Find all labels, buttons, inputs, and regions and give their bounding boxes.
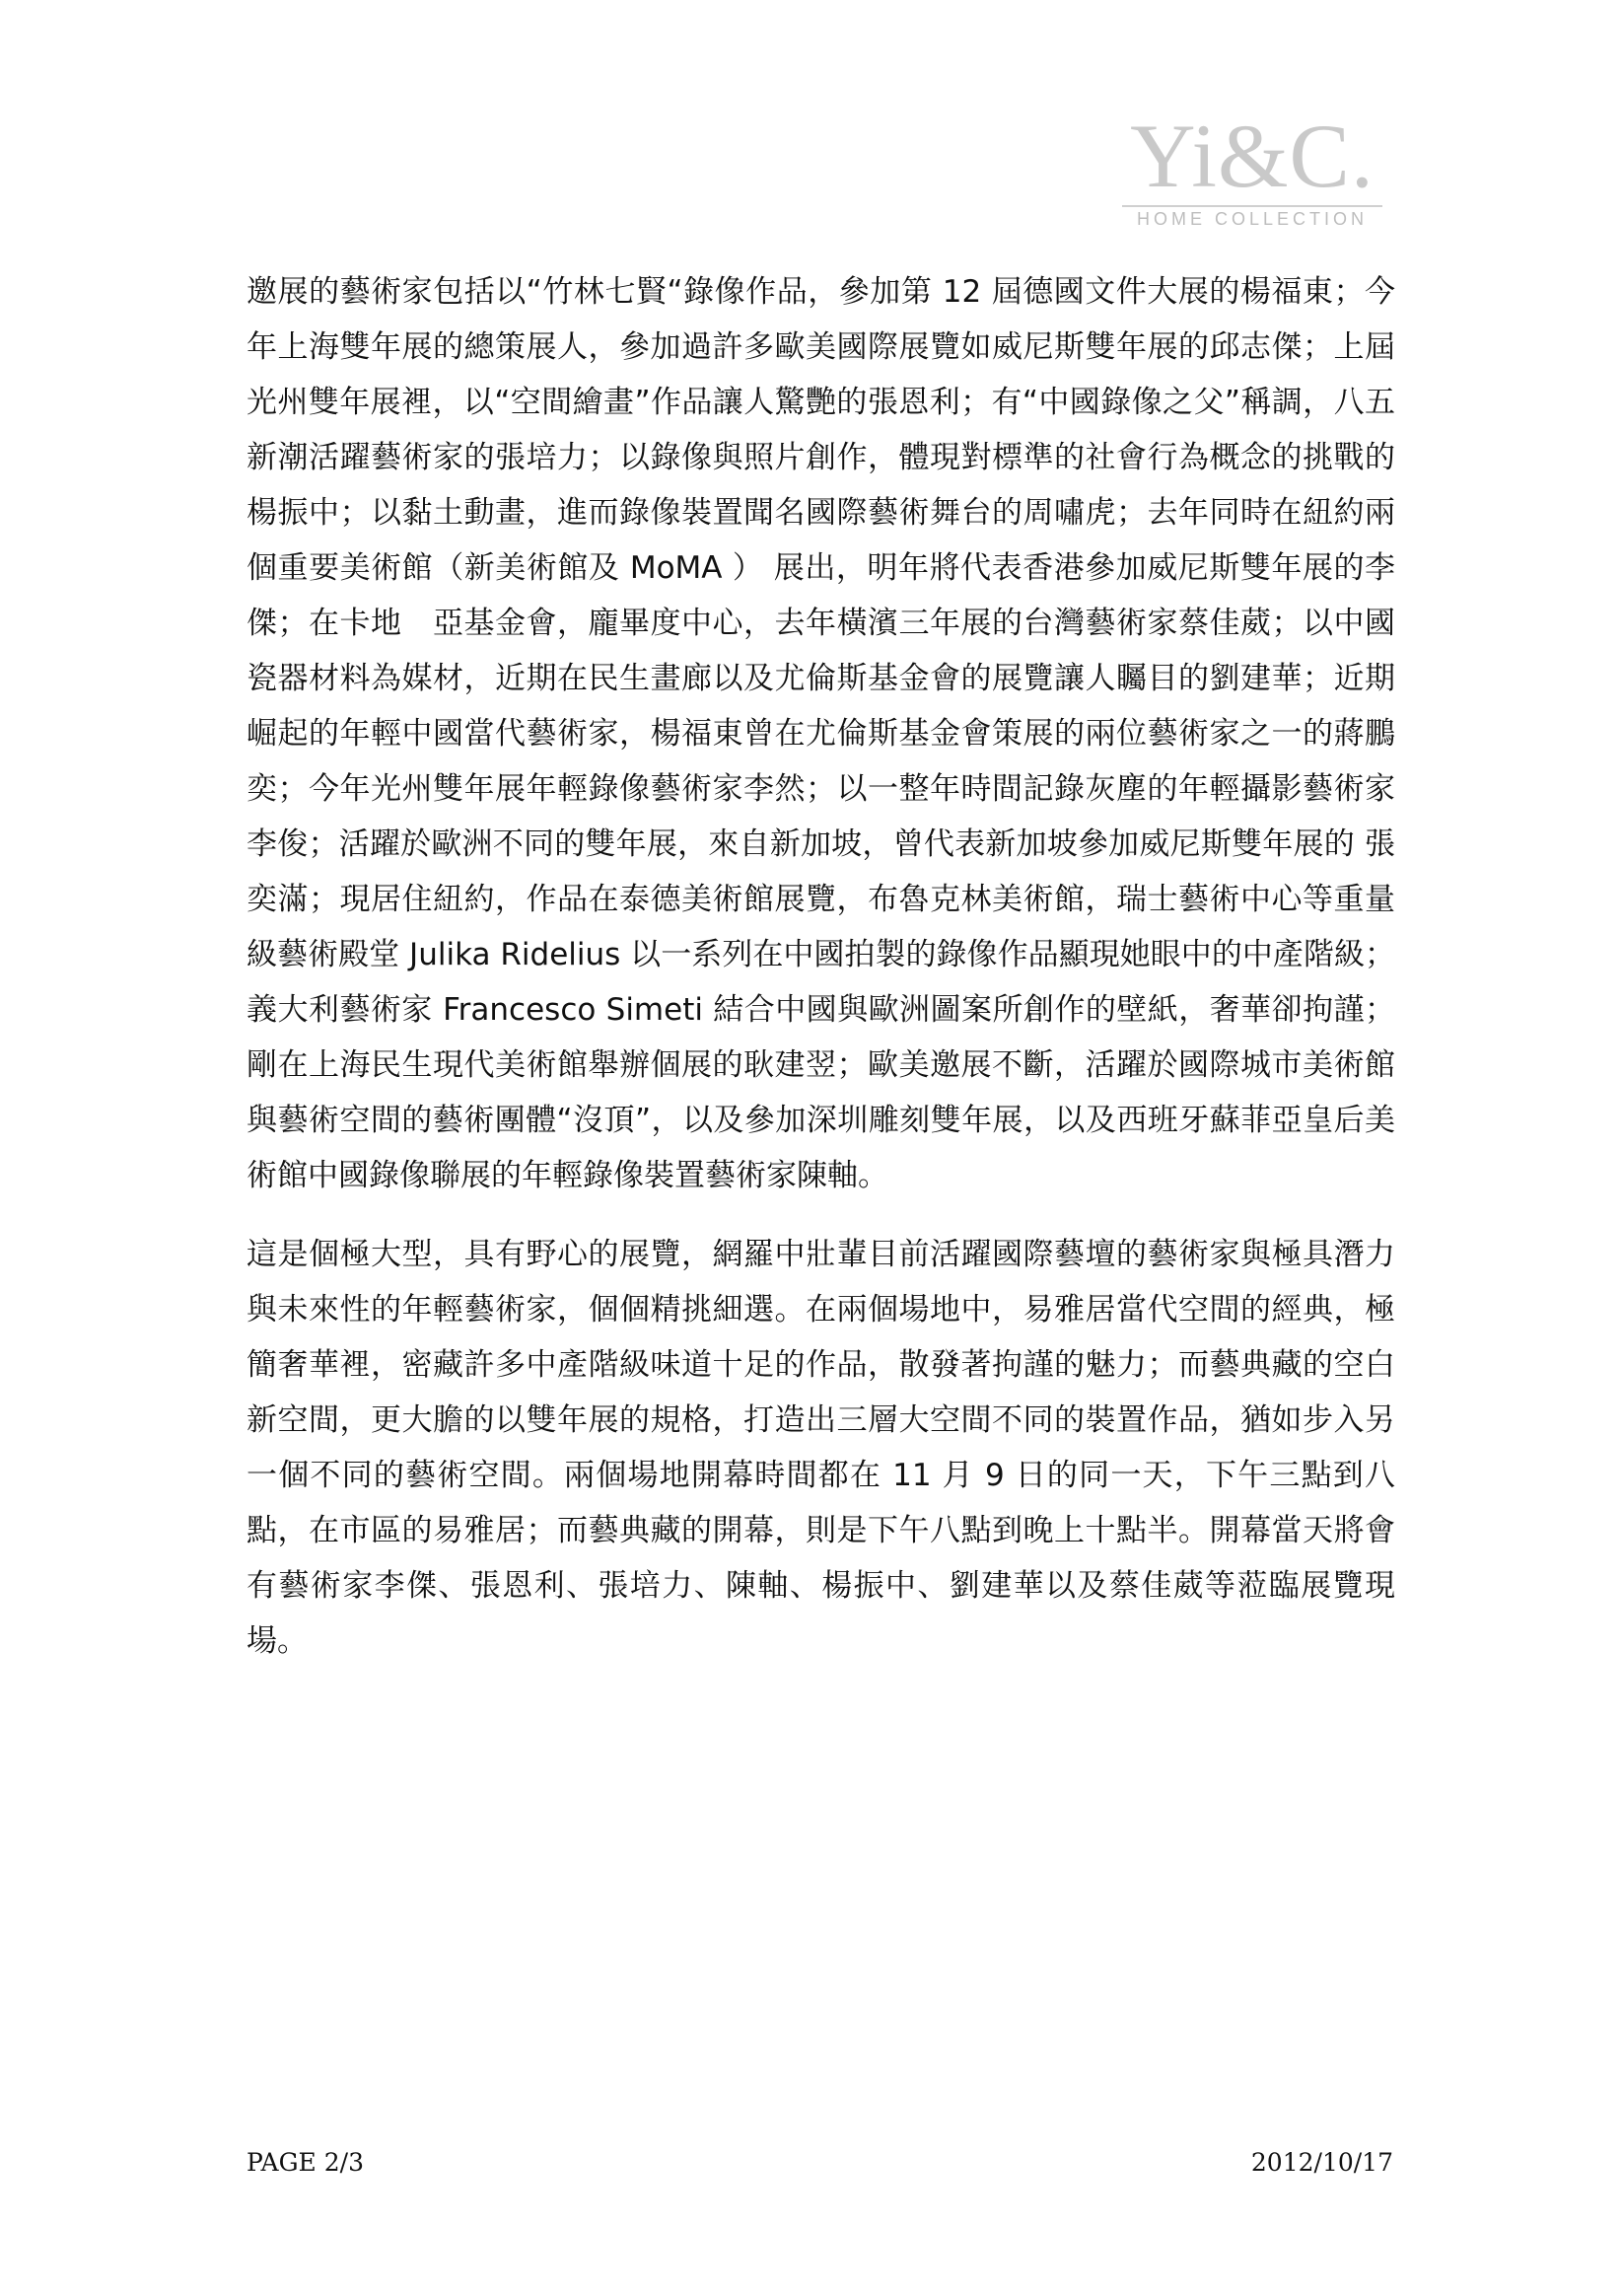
logo-mark: Yi&C. <box>1130 106 1375 206</box>
document-date: 2012/10/17 <box>1250 2148 1393 2177</box>
page-number: PAGE 2/3 <box>247 2148 364 2177</box>
paragraph-artists: 邀展的藝術家包括以“竹林七賢“錄像作品，參加第 12 屆德國文件大展的楊福東；今年上海雙年展的總策展人，參加過許多歐美國際展覽如威尼斯雙年展的邱志傑；上屆光州雙年展裡，以“空間繪畫”作品讓人驚艷的張恩利；有“中國錄像之父”稱調，八五新潮活躍藝術家的張培力；以錄像與照片創作，體現對標準的社會行為概念的挑戰的楊振中；以黏土動畫，進而錄像裝置聞名國際藝術舞台的周嘯虎；去年同時在紐約兩個重要美術館（新美術館及 MoMA ） 展出，明年將代表香港參加威尼斯雙年展的李傑；在卡地 亞基金會，龐畢度中心，去年橫濱三年展的台灣藝術家蔡佳葳；以中國瓷器材料為媒材，近期在民生畫廊以及尤倫斯基金會的展覽讓人矚目的劉建華；近期崛起的年輕中國當代藝術家，楊福東曾在尤倫斯基金會策展的兩位藝術家之一的蔣鵬奕；今年光州雙年展年輕錄像藝術家李然；以一整年時間記錄灰塵的年輕攝影藝術家李俊；活躍於歐洲不同的雙年展，來自新加坡，曾代表新加坡參加威尼斯雙年展的 張奕滿；現居住紐約，作品在泰德美術館展覽，布魯克林美術館，瑞士藝術中心等重量級藝術殿堂 Julika Ridelius 以一系列在中國拍製的錄像作品顯現她眼中的中產階級；義大利藝術家 Francesco Simeti 結合中國與歐洲圖案所創作的壁紙，奢華卻拘謹；剛在上海民生現代美術館舉辦個展的耿建翌；歐美邀展不斷，活躍於國際城市美術館與藝術空間的藝術團體“沒頂”，以及參加深圳雕刻雙年展，以及西班牙蘇菲亞皇后美術館中國錄像聯展的年輕錄像裝置藝術家陳軸。 <box>247 274 1395 1193</box>
paragraph-exhibition: 這是個極大型，具有野心的展覽，網羅中壯輩目前活躍國際藝壇的藝術家與極具潛力與未來性的年輕藝術家，個個精挑細選。在兩個場地中，易雅居當代空間的經典，極簡奢華裡，密藏許多中產階級味道十足的作品，散發著拘謹的魅力；而藝典藏的空白新空間，更大膽的以雙年展的規格，打造出三層大空間不同的裝置作品，猶如步入另一個不同的藝術空間。兩個場地開幕時間都在 11 月 9 日的同一天，下午三點到八點，在市區的易雅居；而藝典藏的開幕，則是下午八點到晚上十點半。開幕當天將會有藝術家李傑、張恩利、張培力、陳軸、楊振中、劉建華以及蔡佳葳等蒞臨展覽現場。 <box>247 1237 1395 1659</box>
logo-subtitle: HOME COLLECTION <box>1122 205 1382 228</box>
brand-logo <box>1104 106 1400 229</box>
body-text <box>247 264 1395 1669</box>
